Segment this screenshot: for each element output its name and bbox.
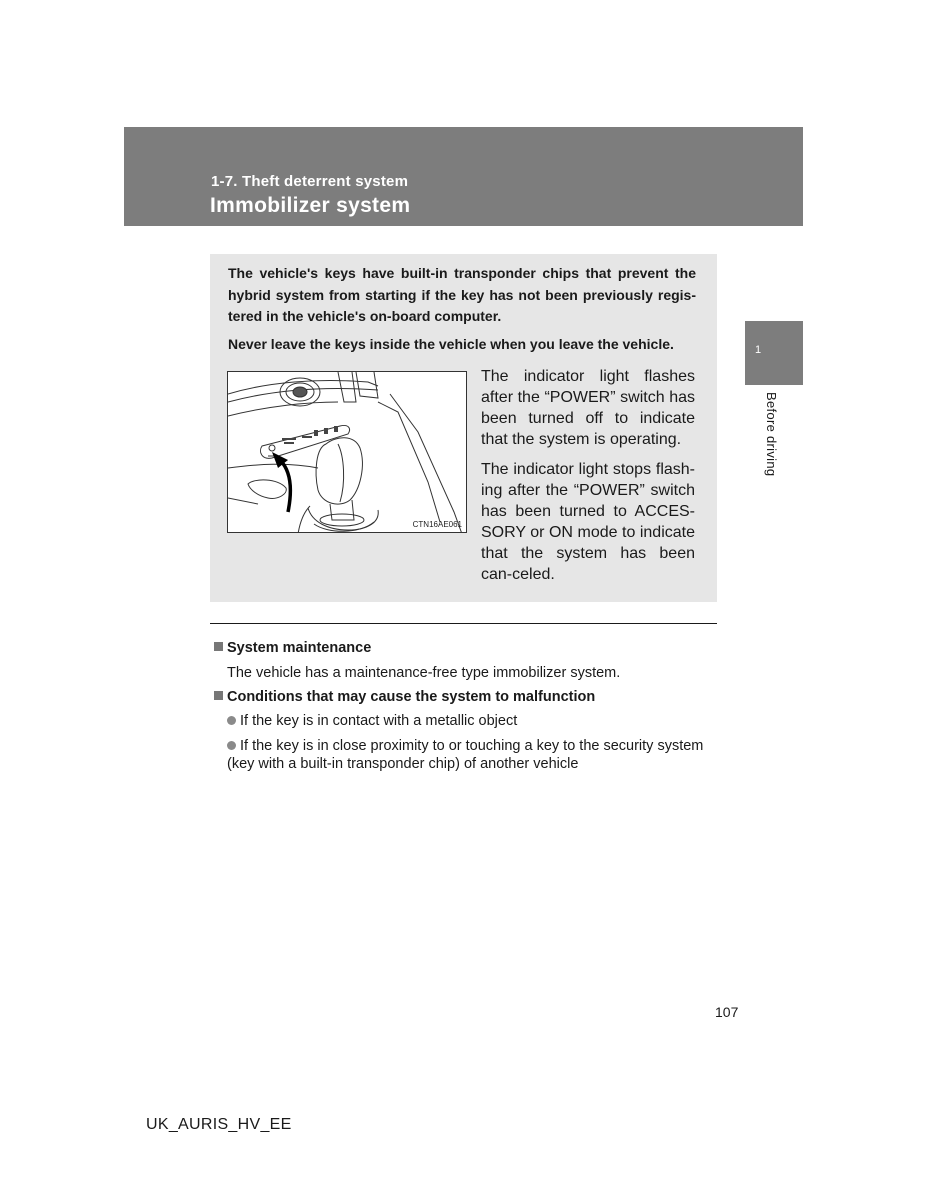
figure-code: CTN16AE061 [412, 520, 462, 529]
list-item-text: If the key is in close proximity to or touching a key to the security system (key with a built-in transponder chip) of another vehicle [227, 738, 704, 772]
intro-box [210, 254, 717, 602]
figure-caption-canceled: The indicator light stops flash-ing after the “POWER” switch has been turned to ACCES-SORY or ON mode to indicate that the system has been can-celed. [481, 461, 695, 583]
section-divider [210, 623, 717, 624]
square-bullet-icon [214, 691, 223, 700]
figure-caption-flashing: The indicator light flashes after the “POWER” switch has been turned off to indicate that the system is operating. [481, 368, 695, 448]
note-heading-text: System maintenance [227, 640, 372, 656]
chapter-number: 1 [755, 344, 762, 356]
page-number: 107 [715, 1004, 739, 1020]
page-title: Immobilizer system [210, 194, 411, 217]
chapter-name: Before driving [764, 392, 779, 477]
section-label: 1-7. Theft deterrent system [211, 173, 409, 190]
indicator-light-illustration [227, 371, 467, 533]
console-drawing [228, 372, 467, 533]
list-item [227, 712, 717, 730]
chapter-header-band [124, 127, 803, 226]
document-code: UK_AURIS_HV_EE [146, 1116, 292, 1133]
note-heading-malfunction [214, 689, 595, 705]
circle-bullet-icon [227, 716, 236, 725]
intro-paragraph: The vehicle's keys have built-in transponder chips that prevent the hybrid system from starting if the key has not been previously regis-tered in the vehicle's on-board computer. [228, 265, 696, 324]
note-heading-text: Conditions that may cause the system to malfunction [227, 689, 596, 705]
list-item-text: If the key is in contact with a metallic object [240, 713, 518, 729]
chapter-tab [745, 321, 803, 385]
note-body-maintenance: The vehicle has a maintenance-free type immobilizer system. [227, 665, 621, 681]
circle-bullet-icon [227, 741, 236, 750]
note-heading-maintenance [214, 640, 371, 656]
list-item [227, 737, 717, 773]
square-bullet-icon [214, 642, 223, 651]
intro-warning: Never leave the keys inside the vehicle when you leave the vehicle. [228, 336, 674, 352]
